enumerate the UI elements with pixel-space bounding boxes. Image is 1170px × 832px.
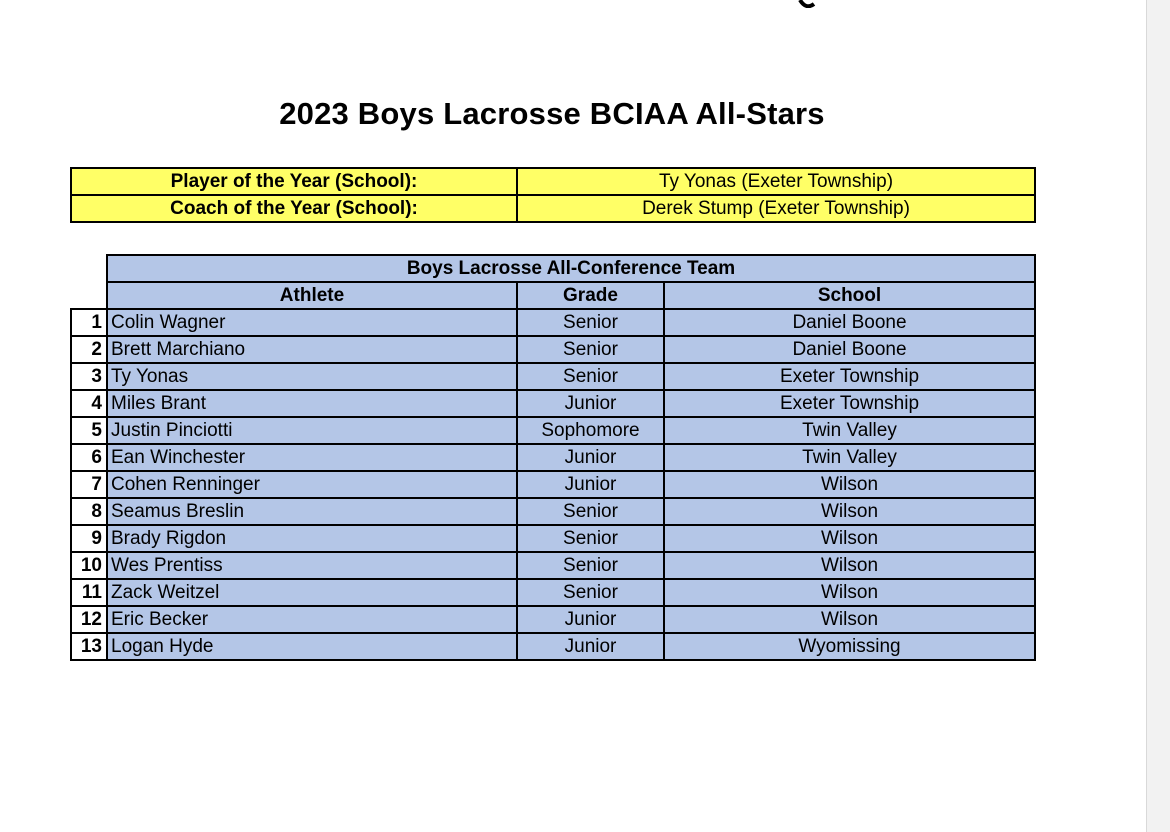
grade: Junior <box>517 471 664 498</box>
grade: Senior <box>517 498 664 525</box>
row-number: 6 <box>71 444 107 471</box>
table-row <box>71 471 1035 498</box>
row-number: 2 <box>71 336 107 363</box>
row-number: 12 <box>71 606 107 633</box>
athlete-name: Brady Rigdon <box>107 525 517 552</box>
athlete-name: Cohen Renninger <box>107 471 517 498</box>
award-row-coach <box>71 195 1035 222</box>
table-row <box>71 498 1035 525</box>
grade: Senior <box>517 363 664 390</box>
school: Wilson <box>664 579 1035 606</box>
athlete-name: Seamus Breslin <box>107 498 517 525</box>
column-header-row <box>71 282 1035 309</box>
school: Twin Valley <box>664 417 1035 444</box>
all-conference-table <box>70 254 1036 661</box>
table-row <box>71 363 1035 390</box>
school: Wilson <box>664 606 1035 633</box>
athlete-name: Zack Weitzel <box>107 579 517 606</box>
athlete-name: Eric Becker <box>107 606 517 633</box>
athlete-name: Brett Marchiano <box>107 336 517 363</box>
row-number: 10 <box>71 552 107 579</box>
blank-corner <box>71 282 107 309</box>
page-title: 2023 Boys Lacrosse BCIAA All-Stars <box>279 96 825 131</box>
athlete-name: Logan Hyde <box>107 633 517 660</box>
grade: Junior <box>517 390 664 417</box>
school: Daniel Boone <box>664 336 1035 363</box>
grade: Senior <box>517 552 664 579</box>
table-row <box>71 336 1035 363</box>
row-number: 8 <box>71 498 107 525</box>
grade: Sophomore <box>517 417 664 444</box>
athlete-name: Ty Yonas <box>107 363 517 390</box>
vertical-scrollbar[interactable] <box>1146 0 1170 832</box>
table-row <box>71 633 1035 660</box>
row-number: 4 <box>71 390 107 417</box>
team-title: Boys Lacrosse All-Conference Team <box>107 255 1035 282</box>
grade: Senior <box>517 579 664 606</box>
row-number: 7 <box>71 471 107 498</box>
grade: Senior <box>517 525 664 552</box>
school: Wilson <box>664 498 1035 525</box>
school: Exeter Township <box>664 363 1035 390</box>
athlete-name: Justin Pinciotti <box>107 417 517 444</box>
award-value: Ty Yonas (Exeter Township) <box>517 168 1035 195</box>
athlete-name: Wes Prentiss <box>107 552 517 579</box>
roster-body <box>71 309 1035 660</box>
table-row <box>71 444 1035 471</box>
table-row <box>71 606 1035 633</box>
grade: Junior <box>517 633 664 660</box>
grade: Senior <box>517 336 664 363</box>
blank-corner <box>71 255 107 282</box>
table-row <box>71 579 1035 606</box>
row-number: 13 <box>71 633 107 660</box>
award-label: Player of the Year (School): <box>71 168 517 195</box>
athlete-name: Miles Brant <box>107 390 517 417</box>
school: Wilson <box>664 471 1035 498</box>
award-row-player <box>71 168 1035 195</box>
table-row <box>71 309 1035 336</box>
school: Wilson <box>664 525 1035 552</box>
row-number: 3 <box>71 363 107 390</box>
table-row <box>71 417 1035 444</box>
row-number: 11 <box>71 579 107 606</box>
award-label: Coach of the Year (School): <box>71 195 517 222</box>
row-number: 5 <box>71 417 107 444</box>
row-number: 1 <box>71 309 107 336</box>
table-row <box>71 390 1035 417</box>
grade: Senior <box>517 309 664 336</box>
column-header-grade: Grade <box>517 282 664 309</box>
grade: Junior <box>517 444 664 471</box>
team-title-row <box>71 255 1035 282</box>
table-row <box>71 552 1035 579</box>
table-row <box>71 525 1035 552</box>
grade: Junior <box>517 606 664 633</box>
school: Wilson <box>664 552 1035 579</box>
athlete-name: Colin Wagner <box>107 309 517 336</box>
school: Exeter Township <box>664 390 1035 417</box>
school: Twin Valley <box>664 444 1035 471</box>
column-header-school: School <box>664 282 1035 309</box>
school: Daniel Boone <box>664 309 1035 336</box>
award-value: Derek Stump (Exeter Township) <box>517 195 1035 222</box>
school: Wyomissing <box>664 633 1035 660</box>
column-header-athlete: Athlete <box>107 282 517 309</box>
athlete-name: Ean Winchester <box>107 444 517 471</box>
row-number: 9 <box>71 525 107 552</box>
cropped-graphic-fragment <box>798 0 820 8</box>
awards-table <box>70 167 1036 223</box>
